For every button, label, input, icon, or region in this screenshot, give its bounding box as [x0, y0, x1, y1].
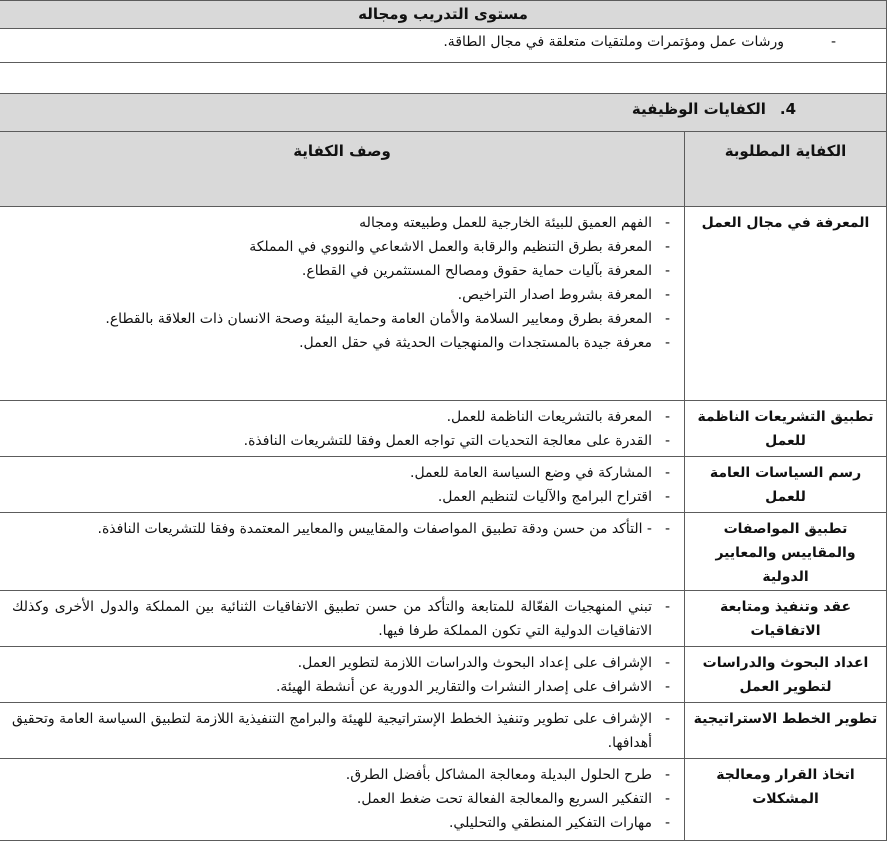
table-row: [0, 591, 887, 647]
list-item: - تبني المنهجيات الفعّالة للمتابعة والتأكد من حسن تطبيق الاتفاقيات الثنائية بين المملكة والدول الأخرى وكذلك الاتفاقيات الدولية التي تكون المملكة طرفا فيها.: [12, 595, 674, 643]
list-item: - معرفة جيدة بالمستجدات والمنهجيات الحديثة في حقل العمل.: [12, 331, 674, 355]
table-row: [0, 647, 887, 703]
competency-name: عقد وتنفيذ ومتابعة الاتفاقيات: [685, 591, 887, 647]
section-heading-row: [0, 94, 887, 132]
competency-description: [0, 591, 685, 647]
list-item: - التفكير السريع والمعالجة الفعالة تحت ضغط العمل.: [12, 787, 674, 811]
training-title-cell: [0, 1, 887, 29]
competency-name: تطبيق التشريعات الناظمة للعمل: [685, 401, 887, 457]
competency-description: [0, 703, 685, 759]
competency-description: [0, 513, 685, 591]
competency-name: اتخاذ القرار ومعالجة المشكلات: [685, 759, 887, 841]
competency-description: [0, 401, 685, 457]
training-title: مستوى التدريب ومجاله: [358, 5, 528, 23]
competency-name: المعرفة في مجال العمل: [685, 207, 887, 401]
competency-name: تطوير الخطط الاستراتيجية: [685, 703, 887, 759]
list-item: - اقتراح البرامج والآليات لتنظيم العمل.: [12, 485, 674, 509]
list-item: - المعرفة بالتشريعات الناظمة للعمل.: [12, 405, 674, 429]
table-row: [0, 207, 887, 401]
competency-name: اعداد البحوث والدراسات لتطوير العمل: [685, 647, 887, 703]
section-number: 4.: [779, 100, 796, 118]
competency-name: تطبيق المواصفات والمقاييس والمعايير الدولية: [685, 513, 887, 591]
list-item: - الإشراف على تطوير وتنفيذ الخطط الإستراتيجية للهيئة والبرامج التنفيذية اللازمة لتطبيق السياسة العامة وتحقيق أهدافها.: [12, 707, 674, 755]
list-item: - المشاركة في وضع السياسة العامة للعمل.: [12, 461, 674, 485]
competency-description: [0, 759, 685, 841]
list-item: - المعرفة بآليات حماية حقوق ومصالح المستثمرين في القطاع.: [12, 259, 674, 283]
table-row: [0, 759, 887, 841]
column-header-competency: الكفاية المطلوبة: [685, 132, 887, 207]
list-item: - - التأكد من حسن ودقة تطبيق المواصفات والمقاييس والمعايير المعتمدة وفقا للتشريعات النافذة.: [12, 517, 674, 541]
table-row: [0, 401, 887, 457]
training-bullet-text: ورشات عمل ومؤتمرات وملتقيات متعلقة في مجال الطاقة.: [443, 34, 784, 50]
blank-row: [0, 63, 887, 94]
table-row: [0, 457, 887, 513]
training-bullet-row: [0, 29, 887, 63]
section-heading-cell: [0, 94, 887, 132]
bullet-dash: -: [830, 34, 836, 50]
blank-cell: [0, 63, 887, 94]
section-title: الكفايات الوظيفية: [631, 100, 766, 118]
list-item: - المعرفة بشروط اصدار التراخيص.: [12, 283, 674, 307]
table-row: [0, 703, 887, 759]
competency-name: رسم السياسات العامة للعمل: [685, 457, 887, 513]
list-item: - الإشراف على إعداد البحوث والدراسات اللازمة لتطوير العمل.: [12, 651, 674, 675]
list-item: - المعرفة بطرق التنظيم والرقابة والعمل الاشعاعي والنووي في المملكة: [12, 235, 674, 259]
training-title-row: [0, 1, 887, 29]
table-row: [0, 513, 887, 591]
list-item: - طرح الحلول البديلة ومعالجة المشاكل بأفضل الطرق.: [12, 763, 674, 787]
competency-description: [0, 647, 685, 703]
competency-description: [0, 207, 685, 401]
list-item: - الاشراف على إصدار النشرات والتقارير الدورية عن أنشطة الهيئة.: [12, 675, 674, 699]
list-item: - مهارات التفكير المنطقي والتحليلي.: [12, 811, 674, 835]
training-bullet-cell: [0, 29, 887, 63]
competency-description: [0, 457, 685, 513]
column-header-row: [0, 132, 887, 207]
list-item: - الفهم العميق للبيئة الخارجية للعمل وطبيعته ومجاله: [12, 211, 674, 235]
list-item: - المعرفة بطرق ومعايير السلامة والأمان العامة وحماية البيئة وصحة الانسان ذات العلاقة بالقطاع.: [12, 307, 674, 331]
column-header-description: وصف الكفاية: [0, 132, 685, 207]
list-item: - القدرة على معالجة التحديات التي تواجه العمل وفقا للتشريعات النافذة.: [12, 429, 674, 453]
